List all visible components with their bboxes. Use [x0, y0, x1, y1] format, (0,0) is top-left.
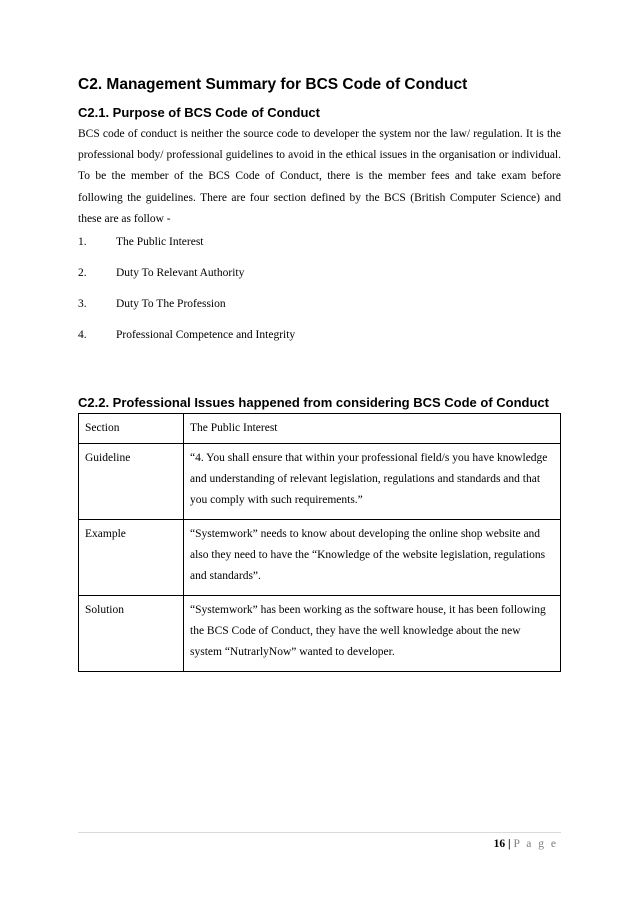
footer-separator: | — [508, 838, 511, 850]
table-key-cell: Example — [79, 520, 184, 596]
list-label: Duty To The Profession — [116, 298, 226, 310]
list-item — [78, 329, 295, 360]
purpose-paragraph: BCS code of conduct is neither the source code to developer the system nor the law/ regulation. It is the professional body/ professional guidelines to avoid in the ethical issues in the organisation or individual. To be the member of the BCS Code of Conduct, there is the member fees and take exam before following the guidelines. There are four section defined by the BCS (British Computer Science) and these are as follow - — [78, 128, 561, 225]
table-key-cell: Section — [79, 414, 184, 444]
table-row — [79, 520, 561, 596]
list-label: Professional Competence and Integrity — [116, 329, 296, 341]
issues-table — [78, 413, 561, 672]
list-label: Duty To Relevant Authority — [116, 267, 245, 279]
table-row — [79, 596, 561, 672]
table-value-cell: The Public Interest — [184, 414, 561, 444]
table-value-cell: “Systemwork” has been working as the software house, it has been following the BCS Code of Conduct, they have the well knowledge about the new system “NutrarlyNow” wanted to developer. — [184, 596, 561, 672]
table-row — [79, 444, 561, 520]
list-number: 4. — [78, 329, 87, 341]
page-footer — [494, 838, 558, 850]
list-number: 1. — [78, 236, 87, 248]
footer-divider — [78, 832, 561, 833]
page-number: 16 — [493, 838, 506, 850]
table-value-cell: “Systemwork” needs to know about developing the online shop website and also they need to have the “Knowledge of the website legislation, regulations and standards”. — [184, 520, 561, 596]
main-heading: C2. Management Summary for BCS Code of Conduct — [78, 76, 468, 93]
table-key-cell: Solution — [79, 596, 184, 672]
section-list — [78, 236, 295, 360]
list-item — [78, 298, 295, 329]
page-label: P a g e — [513, 838, 558, 850]
list-label: The Public Interest — [116, 236, 204, 248]
list-item — [78, 236, 295, 267]
table-value-cell: “4. You shall ensure that within your professional field/s you have knowledge and understanding of relevant legislation, regulations and standards and that you comply with such requirements.” — [184, 444, 561, 520]
list-number: 2. — [78, 267, 87, 279]
purpose-heading: C2.1. Purpose of BCS Code of Conduct — [78, 105, 320, 120]
list-number: 3. — [78, 298, 87, 310]
issues-heading: C2.2. Professional Issues happened from considering BCS Code of Conduct — [78, 395, 549, 410]
list-item — [78, 267, 295, 298]
table-key-cell: Guideline — [79, 444, 184, 520]
table-row — [79, 414, 561, 444]
